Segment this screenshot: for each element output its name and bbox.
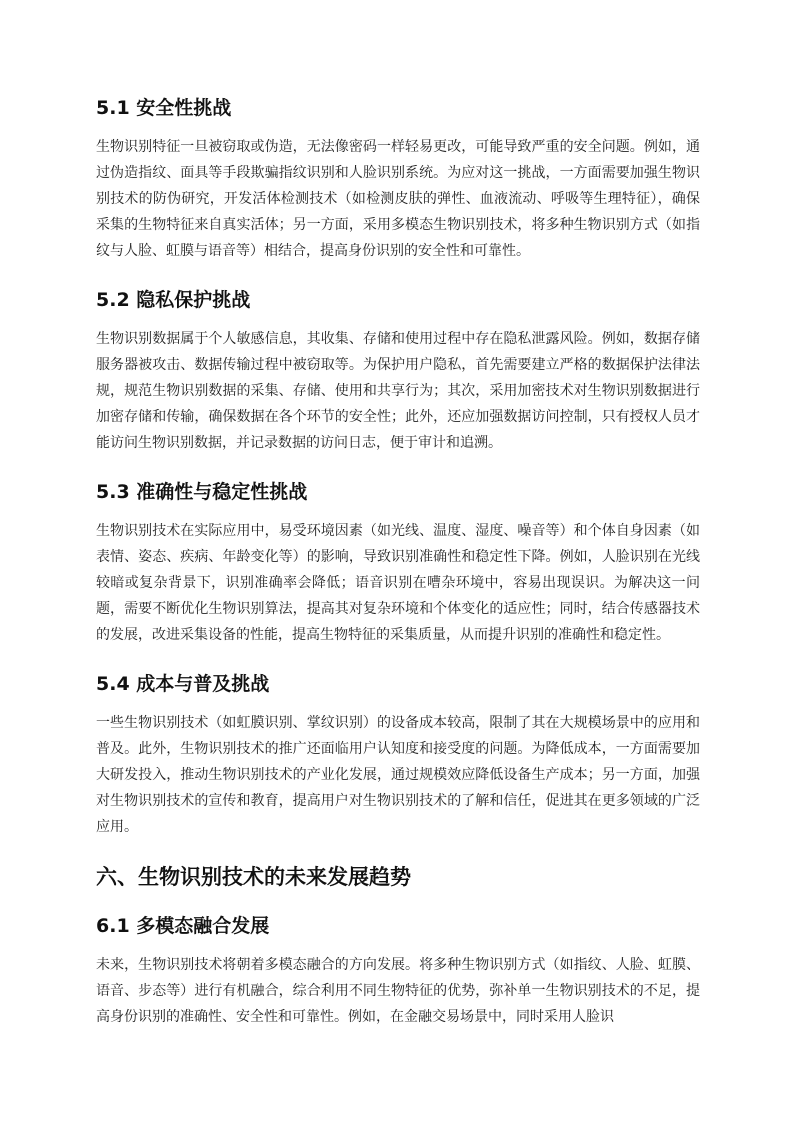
section-heading-5-2: 5.2 隐私保护挑战 (96, 289, 251, 311)
section-body-5-2: 生物识别数据属于个人敏感信息，其收集、存储和使用过程中存在隐私泄露风险。例如，数据存储服务器被攻击、数据传输过程中被窃取等。为保护用户隐私，首先需要建立严格的数据保护法律法规，规范生物识别数据的采集、存储、使用和共享行为；其次，采用加密技术对生物识别数据进行加密存储和传输，确保数据在各个环节的安全性；此外，还应加强数据访问控制，只有授权人员才能访问生物识别数据，并记录数据的访问日志，便于审计和追溯。 (96, 331, 700, 451)
document-page (96, 94, 700, 1052)
section-body-5-4: 一些生物识别技术（如虹膜识别、掌纹识别）的设备成本较高，限制了其在大规模场景中的应用和普及。此外，生物识别技术的推广还面临用户认知度和接受度的问题。为降低成本，一方面需要加大研发投入，推动生物识别技术的产业化发展，通过规模效应降低设备生产成本；另一方面，加强对生物识别技术的宣传和教育，提高用户对生物识别技术的了解和信任，促进其在更多领域的广泛应用。 (96, 715, 700, 835)
section-heading-5-1: 5.1 安全性挑战 (96, 97, 232, 119)
section-body-5-1: 生物识别特征一旦被窃取或伪造，无法像密码一样轻易更改，可能导致严重的安全问题。例如，通过伪造指纹、面具等手段欺骗指纹识别和人脸识别系统。为应对这一挑战，一方面需要加强生物识别技术的防伪研究，开发活体检测技术（如检测皮肤的弹性、血液流动、呼吸等生理特征），确保采集的生物特征来自真实活体；另一方面，采用多模态生物识别技术，将多种生物识别方式（如指纹与人脸、虹膜与语音等）相结合，提高身份识别的安全性和可靠性。 (96, 139, 700, 259)
section-heading-5-3: 5.3 准确性与稳定性挑战 (96, 481, 308, 503)
section-heading-5-4: 5.4 成本与普及挑战 (96, 673, 270, 695)
section-body-6-1: 未来，生物识别技术将朝着多模态融合的方向发展。将多种生物识别方式（如指纹、人脸、虹膜、语音、步态等）进行有机融合，综合利用不同生物特征的优势，弥补单一生物识别技术的不足，提高身份识别的准确性、安全性和可靠性。例如，在金融交易场景中，同时采用人脸识 (96, 957, 700, 1025)
chapter-title: 六、生物识别技术的未来发展趋势 (96, 865, 411, 889)
section-body-5-3: 生物识别技术在实际应用中，易受环境因素（如光线、温度、湿度、噪音等）和个体自身因素（如表情、姿态、疾病、年龄变化等）的影响，导致识别准确性和稳定性下降。例如，人脸识别在光线较暗或复杂背景下，识别准确率会降低；语音识别在嘈杂环境中，容易出现误识。为解决这一问题，需要不断优化生物识别算法，提高其对复杂环境和个体变化的适应性；同时，结合传感器技术的发展，改进采集设备的性能，提高生物特征的采集质量，从而提升识别的准确性和稳定性。 (96, 523, 700, 643)
section-heading-6-1: 6.1 多模态融合发展 (96, 915, 270, 937)
